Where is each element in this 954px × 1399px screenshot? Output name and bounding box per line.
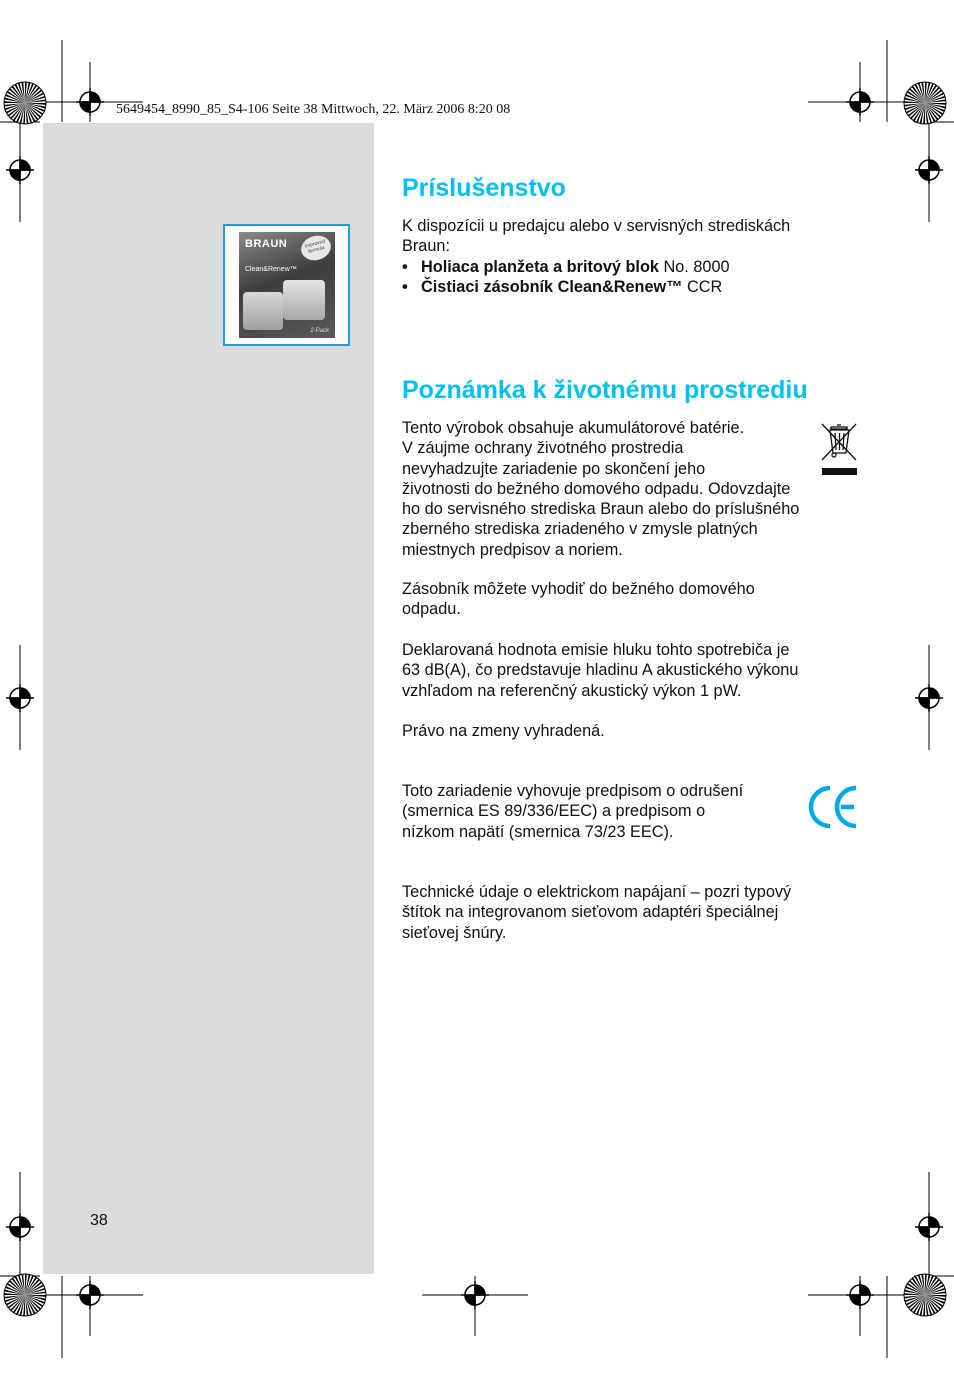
environment-paragraph-6 <box>402 882 791 943</box>
accessory-code: CCR <box>682 277 723 296</box>
text-line: Tento výrobok obsahuje akumulátorové batérie. <box>402 419 745 437</box>
pack-label: 2-Pack <box>310 328 329 334</box>
text-line: odpadu. <box>402 600 461 619</box>
text-line: zberného strediska zriadeného v zmysle platných <box>402 520 758 539</box>
sunburst-target-icon <box>4 82 46 124</box>
text-line: nevyhadzujte zariadenie po skončení jeho <box>402 459 706 478</box>
text-line: štítok na integrovanom sieťovom adaptéri špeciálnej <box>402 903 779 922</box>
text-line: V záujme ochrany životného prostredia <box>402 439 684 458</box>
ce-mark-icon <box>808 784 860 830</box>
environment-paragraph-4 <box>402 721 605 741</box>
cartridge-right <box>283 280 325 320</box>
sunburst-target-icon <box>904 82 946 124</box>
page-number: 38 <box>90 1212 108 1229</box>
environment-paragraph-3 <box>402 640 798 701</box>
text-line: Právo na zmeny vyhradená. <box>402 722 605 740</box>
accessories-intro <box>402 216 790 297</box>
bullet: • <box>402 277 408 296</box>
accessory-item <box>402 277 790 297</box>
text-line: sieťovej šnúry. <box>402 923 507 942</box>
heading-environment: Poznámka k životnému prostrediu <box>402 376 808 404</box>
heading-accessories: Príslušenstvo <box>402 174 566 202</box>
brand-logo: BRAUN <box>245 238 288 250</box>
text-line: Deklarovaná hodnota emisie hluku tohto spotrebiča je <box>402 641 790 659</box>
accessory-item <box>402 257 790 277</box>
text-line: Zásobník môžete vyhodiť do bežného domového <box>402 580 755 598</box>
product-photo <box>223 224 350 346</box>
sunburst-target-icon <box>4 1274 46 1316</box>
cartridge-left <box>243 292 283 330</box>
text-line: 63 dB(A), čo predstavuje hladinu A akustického výkonu <box>402 661 799 680</box>
formula-badge: Improved formula <box>298 233 333 264</box>
package-box <box>239 232 335 338</box>
environment-paragraph-5 <box>402 781 743 842</box>
text-line: životnosti do bežného domového odpadu. Odovzdajte <box>402 479 791 498</box>
text-line: (smernica ES 89/336/EEC) a predpisom o <box>402 802 706 821</box>
intro-line: K dispozícii u predajcu alebo v servisných strediskách <box>402 217 791 235</box>
crossed-out-wheelie-bin-icon <box>818 420 860 478</box>
environment-paragraph-2 <box>402 579 755 620</box>
text-line: miestnych predpisov a noriem. <box>402 540 623 559</box>
text-line: Technické údaje o elektrickom napájaní – pozri typový <box>402 883 792 901</box>
text-line: Toto zariadenie vyhovuje predpisom o odrušení <box>402 782 744 800</box>
print-header: 5649454_8990_85_S4-106 Seite 38 Mittwoch, 22. März 2006 8:20 08 <box>116 102 511 117</box>
text-line: nízkom napätí (smernica 73/23 EEC). <box>402 822 674 841</box>
text-line: vzhľadom na referenčný akustický výkon 1 pW. <box>402 681 742 700</box>
environment-paragraph-1 <box>402 418 799 560</box>
accessory-code: No. 8000 <box>658 257 730 276</box>
accessory-name: Holiaca planžeta a britový blok <box>421 257 659 276</box>
text-line: ho do servisného strediska Braun alebo do príslušného <box>402 500 800 519</box>
product-label: Clean&Renew™ <box>245 266 297 273</box>
sunburst-target-icon <box>904 1274 946 1316</box>
intro-line: Braun: <box>402 237 450 256</box>
bullet: • <box>402 257 408 276</box>
accessory-name: Čistiaci zásobník Clean&Renew™ <box>421 277 683 296</box>
